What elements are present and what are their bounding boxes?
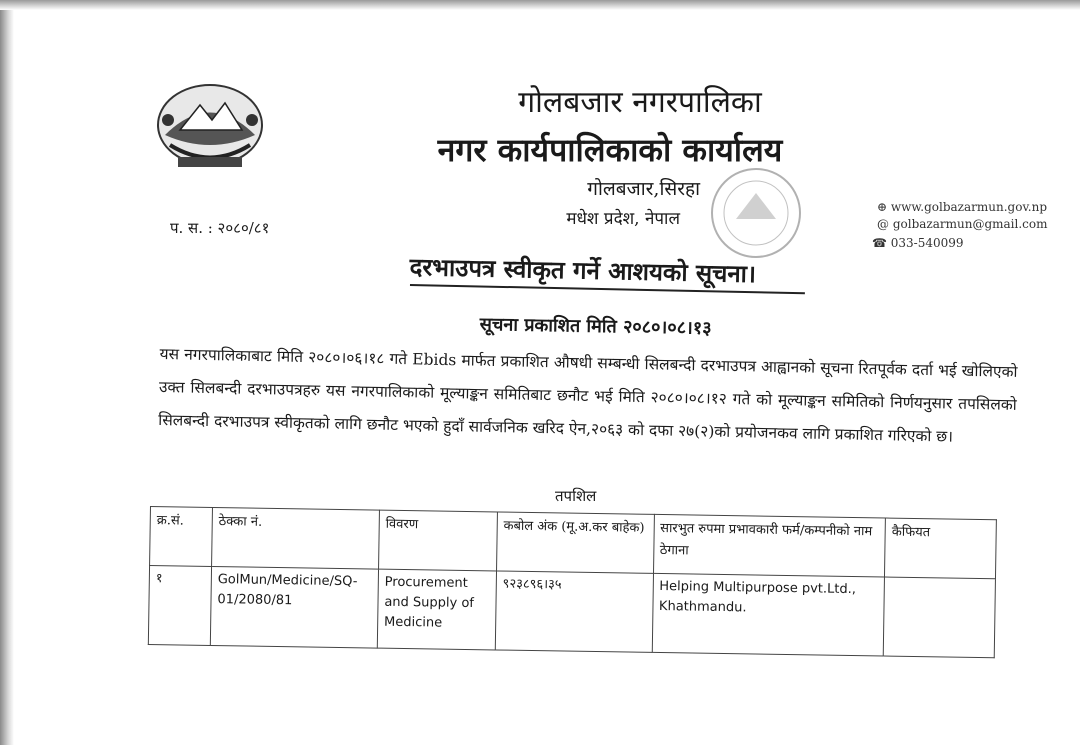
publish-date: सूचना प्रकाशित मिति २०८०।०८।१३: [479, 313, 712, 340]
phone-icon: ☎: [872, 236, 887, 250]
address-line-2: मधेश प्रदेश, नेपाल: [566, 209, 680, 229]
website-row: [877, 200, 1047, 214]
cell-bid-amount: ९२३८९६।३५: [495, 571, 653, 652]
notice-title: दरभाउपत्र स्वीकृत गर्ने आशयको सूचना।: [409, 251, 757, 289]
table-title: तपशिल: [555, 487, 597, 505]
table-row: [148, 566, 995, 658]
email-row: [877, 217, 1048, 231]
cell-description: Procurement and Supply of Medicine: [377, 569, 496, 650]
email-icon: @: [877, 217, 889, 231]
nepal-emblem-icon: [150, 75, 270, 180]
col-header-sn: क्र.सं.: [150, 507, 213, 567]
office-name: नगर कार्यपालिकाको कार्यालय: [437, 131, 783, 169]
email-text: golbazarmun@gmail.com: [892, 217, 1048, 231]
col-header-contract-no: ठेक्का नं.: [211, 507, 379, 569]
col-header-firm: सारभुत रुपमा प्रभावकारी फर्म/कम्पनीको नाम ठेगाना: [653, 514, 886, 577]
municipality-name: गोलबजार नगरपालिका: [518, 85, 762, 120]
notice-body: यस नगरपालिकाबाट मिति २०८०।०६।१८ गते Ebids मार्फत प्रकाशित औषधी सम्बन्धी सिलबन्दी दरभाउपत्र आह्वानको सूचना रितपूर्वक दर्ता भई खोलिएको उक्त सिलबन्दी दरभाउपत्रहरु यस नगरपालिकाको मूल्याङ्कन समितिबाट छनौट भई मिति २०८०।०८।१२ गते को मूल्याङ्कन समितिको निर्णयनुसार तपसिलको सिलबन्दी दरभाउपत्र स्वीकृतको लागि छनौट भएको हुदाँ सार्वजनिक खरिद ऐन,२०६३ को दफा २७(२)को प्रयोजनकव लागि प्रकाशित गरिएको छ।: [158, 344, 1018, 446]
cell-firm: Helping Multipurpose pvt.Ltd., Khathmandu.: [652, 573, 885, 656]
col-header-description: विवरण: [378, 510, 497, 571]
scan-edge-top: [0, 0, 1080, 10]
cell-contract-no: GolMun/Medicine/SQ-01/2080/81: [210, 566, 378, 648]
scan-edge-left: [0, 0, 14, 745]
address-line-1: गोलबजार,सिरहा: [587, 178, 700, 200]
cell-sn: १: [148, 566, 211, 646]
office-stamp-icon: [700, 165, 812, 260]
col-header-bid-amount: कबोल अंक (मू.अ.कर बाहेक): [496, 512, 654, 573]
globe-icon: ⊕: [877, 200, 888, 214]
col-header-remarks: कैफियत: [885, 518, 997, 579]
website-text: www.golbazarmun.gov.np: [890, 200, 1048, 214]
cell-remarks: [883, 577, 995, 658]
reference-number: प. स. : २०८०/८१: [170, 219, 270, 237]
phone-row: [872, 236, 964, 250]
phone-text: 033-540099: [890, 236, 964, 250]
details-table: [148, 506, 997, 658]
